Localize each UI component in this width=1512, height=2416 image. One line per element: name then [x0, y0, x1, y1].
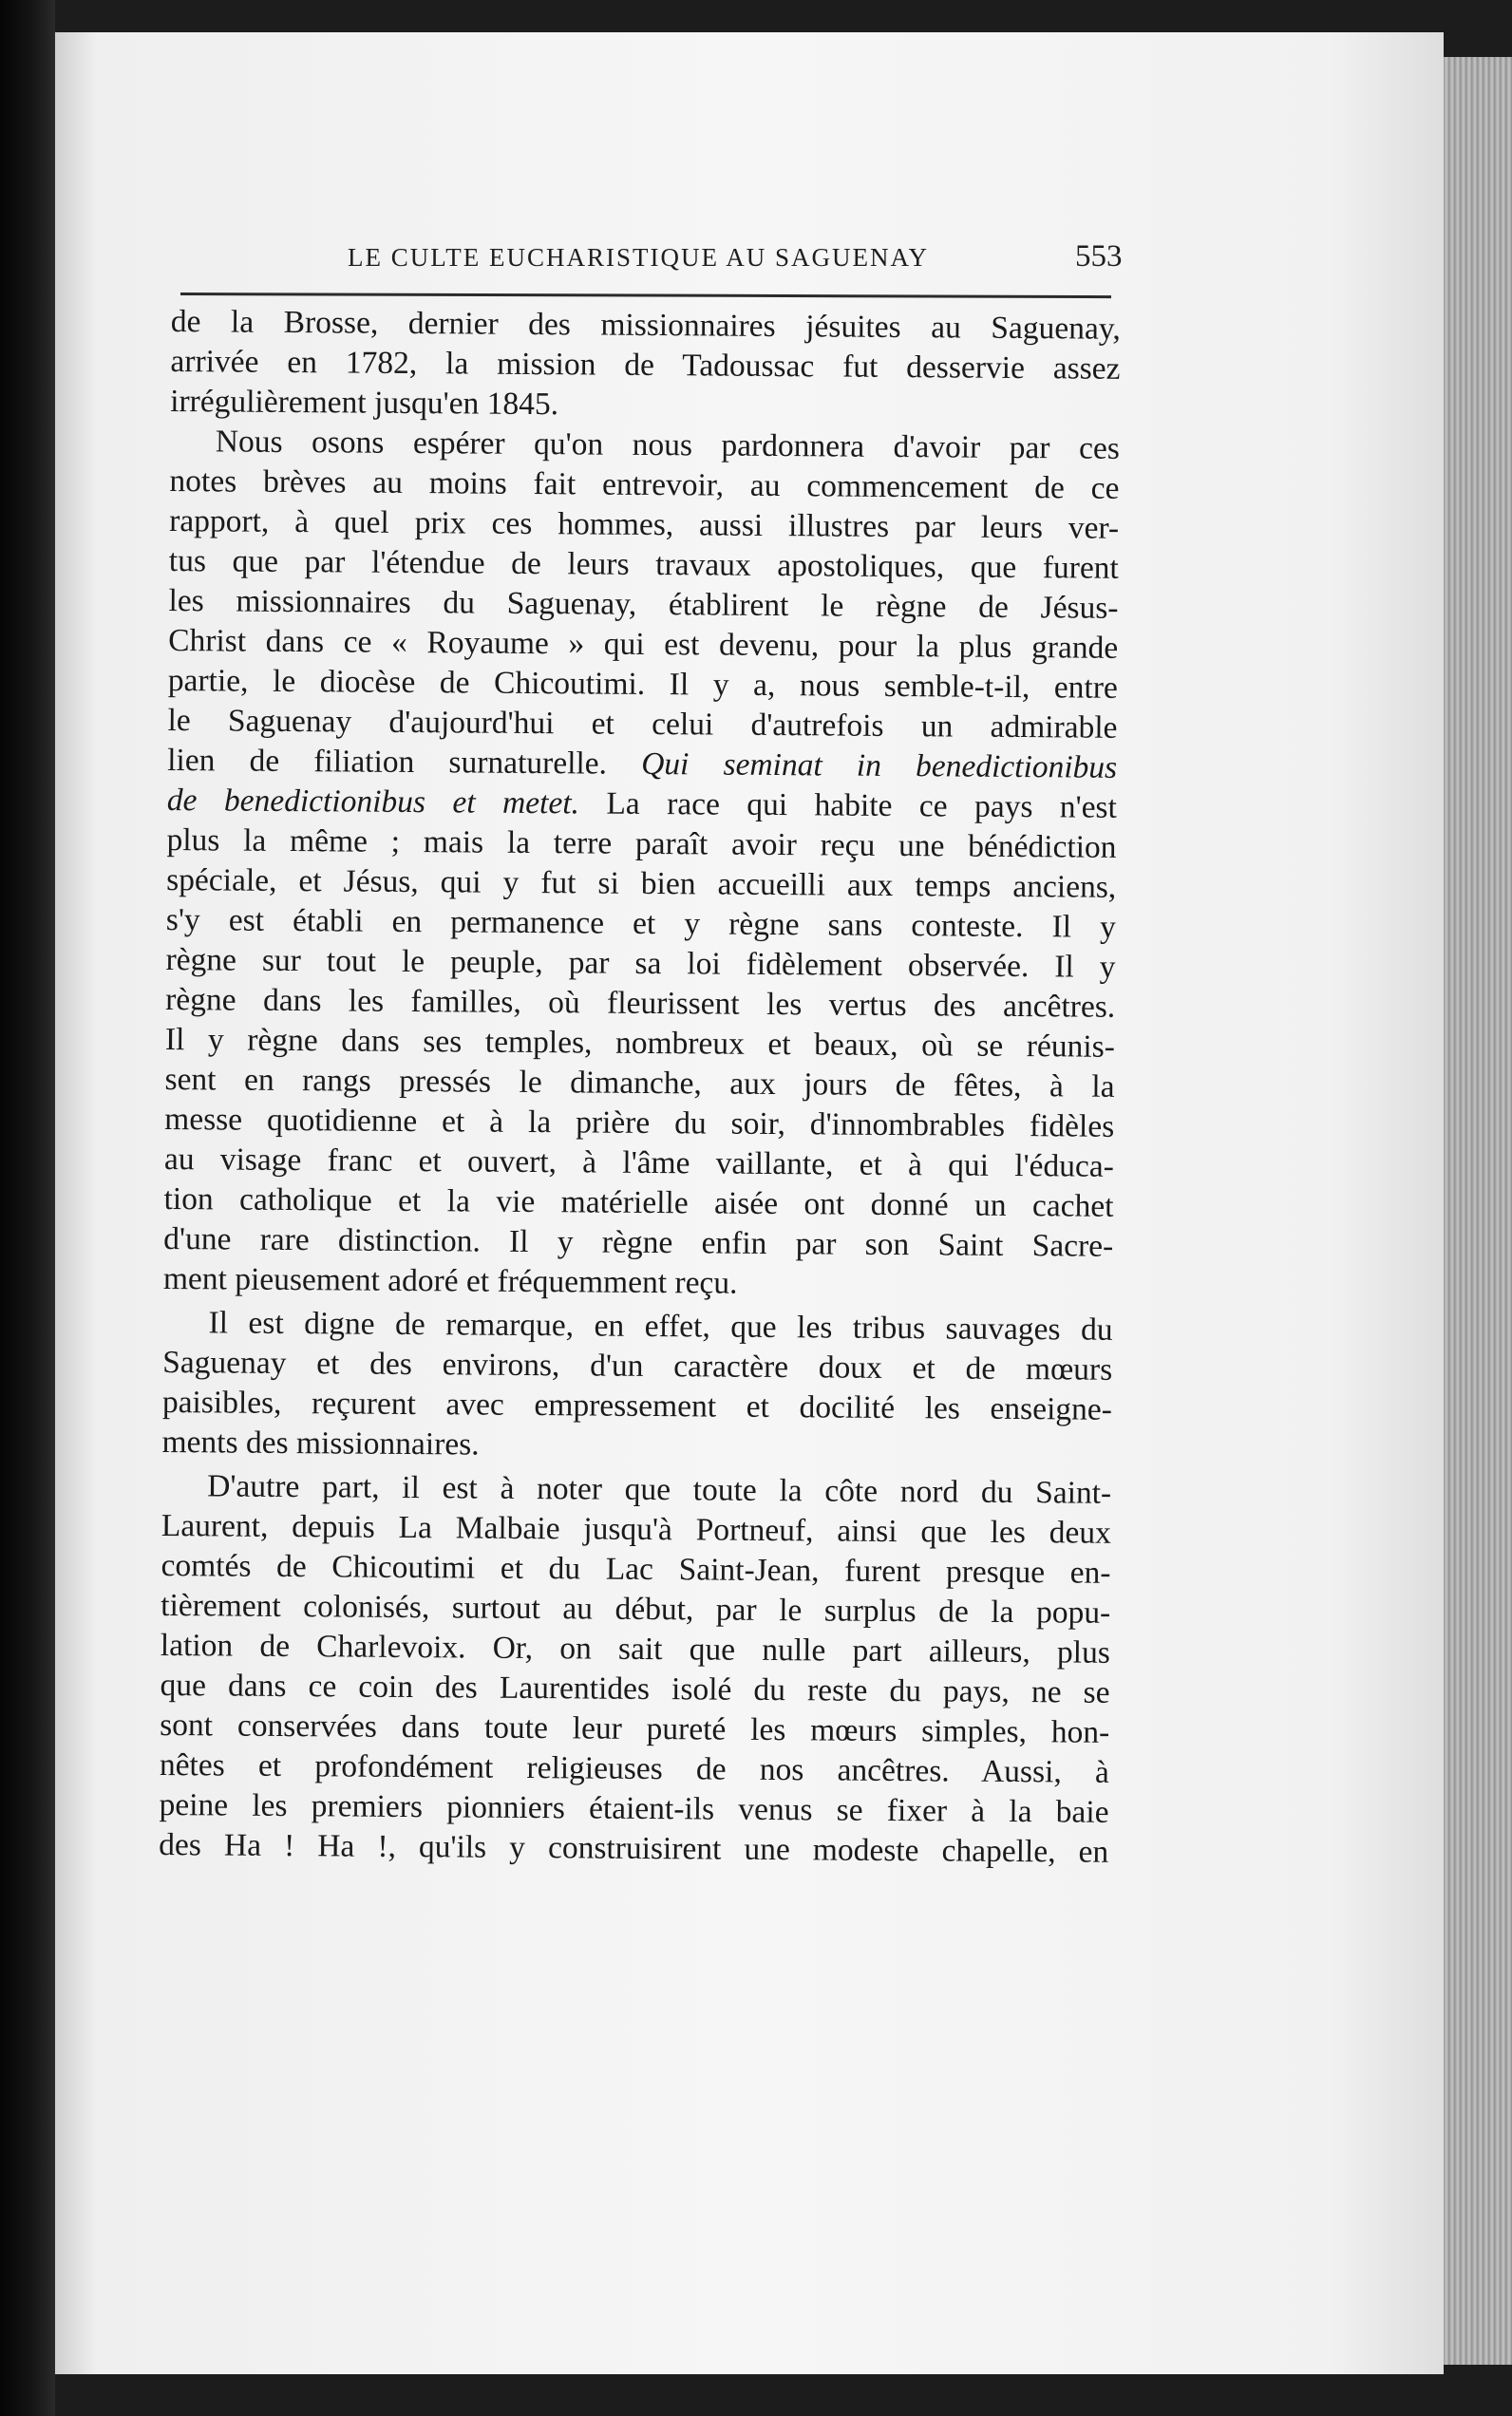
- page-number: 553: [1075, 239, 1123, 274]
- text-line: messe quotidienne et à la prière du soir, d'innombrables fidèles: [164, 1101, 1115, 1144]
- text-line: nêtes et profondément religieuses de nos ancêtres. Aussi, à: [159, 1746, 1110, 1790]
- page-header: [180, 237, 1130, 294]
- text-line: s'y est établi en permanence et y règne sans conteste. Il y: [165, 901, 1117, 945]
- text-line: Saguenay et des environs, d'un caractère doux et de mœurs: [162, 1344, 1113, 1387]
- paragraph-start-line: D'autre part, il est à noter que toute la côte nord du Saint-: [207, 1468, 1112, 1511]
- text-line: partie, le diocèse de Chicoutimi. Il y a, nous semble-t-il, entre: [167, 662, 1118, 706]
- text-line: règne dans les familles, où fleurissent les vertus des ancêtres.: [165, 981, 1116, 1025]
- text-span: lien de filiation surnaturelle.: [167, 742, 608, 782]
- text-line: spéciale, et Jésus, qui y fut si bien accueilli aux temps anciens,: [166, 861, 1117, 905]
- text-line: règne sur tout le peuple, par sa loi fidèlement observée. Il y: [165, 941, 1116, 985]
- text-line: de la Brosse, dernier des missionnaires jésuites au Saguenay,: [170, 303, 1121, 347]
- text-line: irrégulièrement jusqu'en 1845.: [170, 383, 559, 423]
- latin-quote: Qui seminat in benedictionibus: [641, 746, 1118, 785]
- page-edges: [1444, 57, 1512, 2365]
- text-line: ments des missionnaires.: [161, 1424, 480, 1463]
- text-line: au visage franc et ouvert, à l'âme vaillante, et à qui l'éduca-: [163, 1141, 1115, 1184]
- text-line: sont conservées dans toute leur pureté les mœurs simples, hon-: [160, 1707, 1110, 1750]
- text-line: rapport, à quel prix ces hommes, aussi illustres par leurs ver-: [169, 502, 1120, 546]
- running-title: LE CULTE EUCHARISTIQUE AU SAGUENAY: [348, 243, 930, 272]
- text-span: La race qui habite ce pays n'est: [606, 785, 1118, 825]
- text-line: des Ha ! Ha !, qu'ils y construisirent une modeste chapelle, en: [159, 1826, 1109, 1870]
- text-line: tus que par l'étendue de leurs travaux apostoliques, que furent: [168, 542, 1119, 586]
- paragraph-start-line: Nous osons espérer qu'on nous pardonnera d'avoir par ces: [215, 424, 1120, 466]
- paragraph-start-line: Il est digne de remarque, en effet, que les tribus sauvages du: [208, 1305, 1113, 1348]
- text-line: Il y règne dans ses temples, nombreux et beaux, où se réunis-: [164, 1021, 1116, 1065]
- text-line: paisibles, reçurent avec empressement et docilité les enseigne-: [161, 1384, 1113, 1427]
- text-line: les missionnaires du Saguenay, établirent le règne de Jésus-: [168, 582, 1119, 626]
- text-line: le Saguenay d'aujourd'hui et celui d'autrefois un admirable: [167, 702, 1118, 746]
- text-line: tion catholique et la vie matérielle aisée ont donné un cachet: [163, 1180, 1114, 1224]
- text-line: arrivée en 1782, la mission de Tadoussac fut desservie assez: [170, 343, 1121, 387]
- latin-quote: de benedictionibus et metet.: [166, 782, 580, 821]
- text-line: Laurent, depuis La Malbaie jusqu'à Portneuf, ainsi que les deux: [161, 1507, 1111, 1551]
- text-line: d'une rare distinction. Il y règne enfin par son Saint Sacre-: [163, 1220, 1114, 1264]
- text-line: que dans ce coin des Laurentides isolé du reste du pays, ne se: [160, 1667, 1110, 1710]
- body-text: [159, 302, 1121, 1873]
- book-gutter-shadow: [0, 0, 55, 2416]
- text-line: plus la même ; mais la terre paraît avoir reçu une bénédiction: [166, 821, 1117, 865]
- text-line: ment pieusement adoré et fréquemment reçu.: [162, 1260, 738, 1301]
- text-line: sent en rangs pressés le dimanche, aux jours de fêtes, à la: [164, 1061, 1115, 1104]
- text-line: tièrement colonisés, surtout au début, par le surplus de la popu-: [161, 1587, 1111, 1631]
- text-line: Christ dans ce « Royaume » qui est devenu, pour la plus grande: [168, 622, 1119, 666]
- text-line: lation de Charlevoix. Or, on sait que nulle part ailleurs, plus: [160, 1627, 1111, 1670]
- text-line: notes brèves au moins fait entrevoir, au commencement de ce: [169, 462, 1120, 506]
- text-line: peine les premiers pionniers étaient-ils venus se fixer à la baie: [159, 1786, 1109, 1830]
- text-line: comtés de Chicoutimi et du Lac Saint-Jean, furent presque en-: [161, 1547, 1111, 1591]
